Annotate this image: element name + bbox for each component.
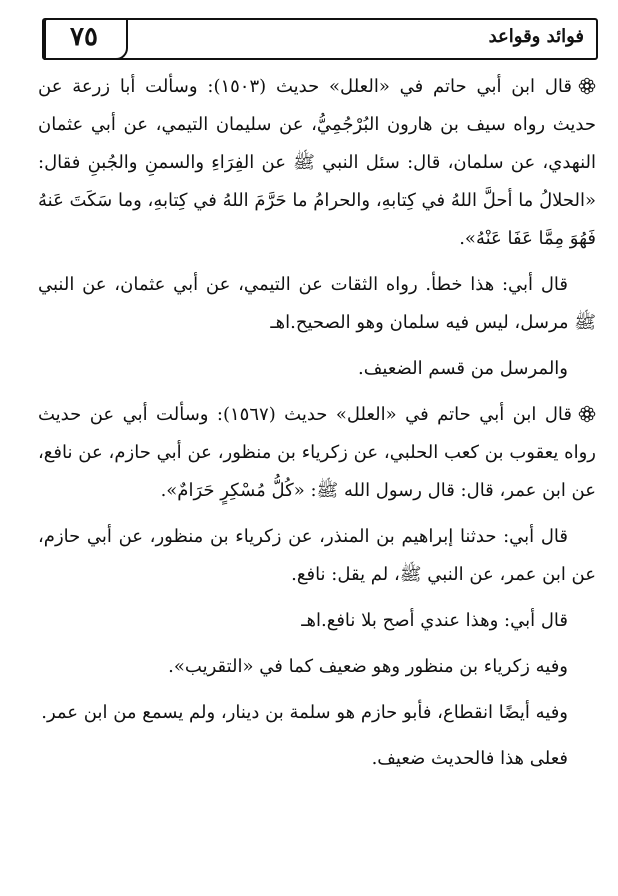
paragraph-text: قال أبي: حدثنا إبراهيم بن المنذر، عن زكرياء بن منظور، عن أبي حازم، عن ابن عمر، عن النبي ﷺ، لم يقل: نافع. bbox=[38, 526, 596, 585]
paragraph-9 bbox=[38, 740, 596, 778]
paragraph-3 bbox=[38, 350, 596, 388]
flower-ornament-icon bbox=[578, 405, 596, 423]
page-number-badge bbox=[44, 18, 128, 60]
page-body bbox=[38, 68, 596, 786]
paragraph-4 bbox=[38, 396, 596, 510]
paragraph-text: قال ابن أبي حاتم في «العلل» حديث (١٥٠٣): وسألت أبا زرعة عن حديث رواه سيف بن هارون البُرْجُمِيُّ، عن سليمان التيمي، عن أبي عثمان النهدي، عن سلمان، قال: سئل النبي ﷺ عن الفِرَاءِ والسمنِ والجُبنِ فقال: «الحلالُ ما أحلَّ اللهُ في كِتابهِ، والحرامُ ما حَرَّمَ اللهُ في كِتابهِ، وما سَكَتَ عَنهُ فَهُوَ مِمَّا عَفَا عَنْهُ». bbox=[38, 76, 596, 249]
paragraph-6 bbox=[38, 602, 596, 640]
paragraph-2 bbox=[38, 266, 596, 342]
header-title: فوائد وقواعد bbox=[488, 26, 584, 47]
paragraph-5 bbox=[38, 518, 596, 594]
paragraph-text: وفيه زكرياء بن منظور وهو ضعيف كما في «التقريب». bbox=[168, 656, 568, 677]
running-header bbox=[42, 18, 598, 60]
paragraph-text: وفيه أيضًا انقطاع، فأبو حازم هو سلمة بن دينار، ولم يسمع من ابن عمر. bbox=[41, 702, 568, 723]
page-number: ٧٥ bbox=[70, 22, 98, 52]
paragraph-text: فعلى هذا فالحديث ضعيف. bbox=[371, 748, 568, 769]
flower-ornament-icon bbox=[578, 77, 596, 95]
paragraph-7 bbox=[38, 648, 596, 686]
paragraph-text: قال أبي: هذا خطأ. رواه الثقات عن التيمي، عن أبي عثمان، عن النبي ﷺ مرسل، ليس فيه سلمان وهو الصحيح.اهـ bbox=[38, 274, 596, 333]
paragraph-text: قال ابن أبي حاتم في «العلل» حديث (١٥٦٧): وسألت أبي عن حديث رواه يعقوب بن كعب الحلبي، عن زكرياء بن منظور، عن أبي حازم، عن نافع، عن ابن عمر، قال: قال رسول الله ﷺ: «كُلُّ مُسْكِرٍ حَرَامٌ». bbox=[38, 404, 596, 501]
paragraph-text: قال أبي: وهذا عندي أصح بلا نافع.اهـ bbox=[301, 610, 568, 631]
paragraph-8 bbox=[38, 694, 596, 732]
paragraph-1 bbox=[38, 68, 596, 258]
paragraph-text: والمرسل من قسم الضعيف. bbox=[358, 358, 568, 379]
